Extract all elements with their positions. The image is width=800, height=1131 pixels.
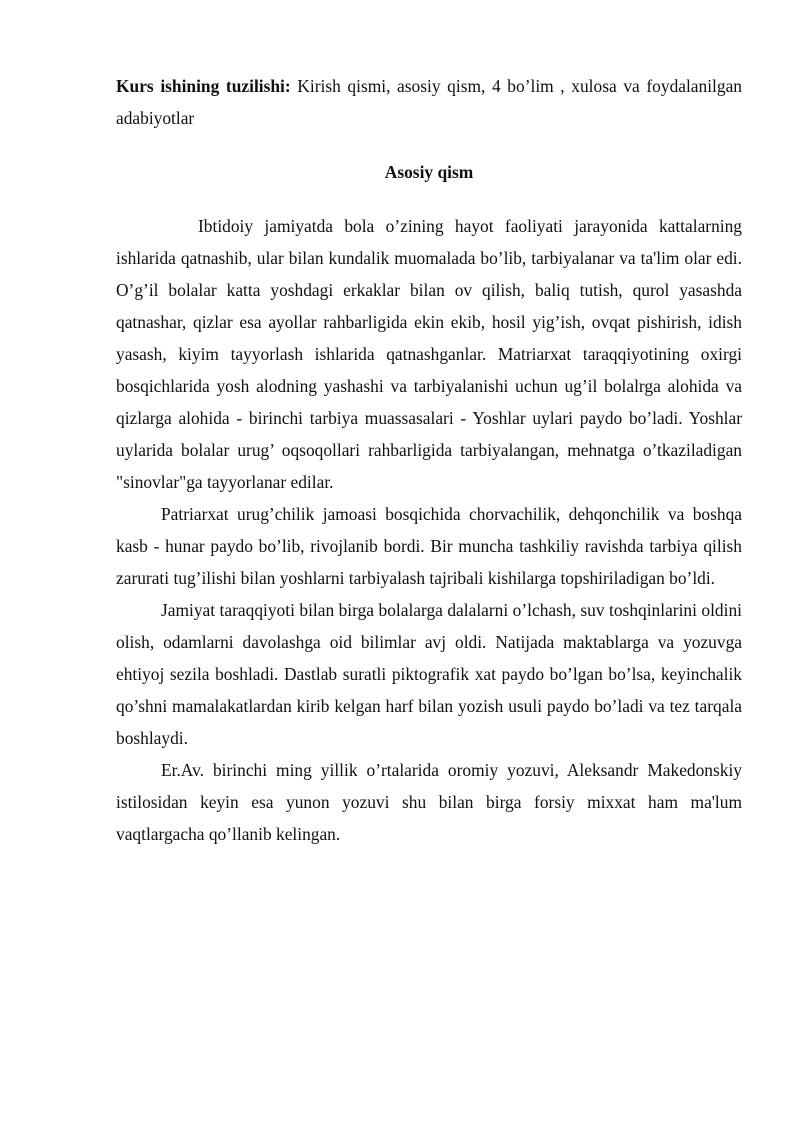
body-paragraph-2: Patriarxat urug’chilik jamoasi bosqichida chorvachilik, dehqonchilik va boshqa kasb - hunar paydo bo’lib, rivojlanib bordi. Bir muncha tashkiliy ravishda tarbiya qilish zarurati tug’ilishi bilan yoshlarni tarbiyalash tajribali kishilarga topshiriladigan bo’ldi. (116, 504, 742, 588)
document-page (116, 70, 742, 850)
body-paragraph-1: Ibtidoiy jamiyatda bola o’zining hayot faoliyati jarayonida kattalarning ishlarida qatnashib, ular bilan kundalik muomalada bo’lib, tarbiyalanar va ta'lim olar edi. O’g’il bolalar katta yoshdagi erkaklar bilan ov qilish, baliq tutish, qurol yasashda qatnashar, qizlar esa ayollar rahbarligida ekin ekib, hosil yig’ish, ovqat pishirish, idish yasash, kiyim tayyorlash ishlarida qatnashganlar. Matriarxat taraqqiyotining oxirgi bosqichlarida yosh alodning yashashi va tarbiyalanishi uchun ug’il bolalrga alohida va qizlarga alohida - birinchi tarbiya muassasalari - Yoshlar uylari paydo bo’ladi. Yoshlar uylarida bolalar urug’ oqsoqollari rahbarligida tarbiyalangan, mehnatga o’tkaziladigan "sinovlar"ga tayyorlanar edilar. (116, 216, 742, 492)
body-paragraph-4: Er.Av. birinchi ming yillik o’rtalarida oromiy yozuvi, Aleksandr Makedonskiy istilosidan keyin esa yunon yozuvi shu bilan birga forsiy mixxat ham ma'lum vaqtlargacha qo’llanib kelingan. (116, 760, 742, 844)
body-paragraph-3: Jamiyat taraqqiyoti bilan birga bolalarga dalalarni o’lchash, suv toshqinlarini oldini olish, odamlarni davolashga oid bilimlar avj oldi. Natijada maktablarga va yozuvga ehtiyoj sezila boshladi. Dastlab suratli piktografik xat paydo bo’lgan bo’lsa, keyinchalik qo’shni mamalakatlardan kirib kelgan harf bilan yozish usuli paydo bo’ladi va tez tarqala boshlaydi. (116, 600, 742, 748)
course-structure-text: Kirish qismi, asosiy qism, 4 bo’lim , xulosa va foydalanilgan adabiyotlar (116, 76, 742, 128)
section-title: Asosiy qism (384, 162, 474, 182)
course-structure-paragraph (116, 70, 742, 134)
course-structure-label: Kurs ishining tuzilishi: (116, 76, 291, 96)
